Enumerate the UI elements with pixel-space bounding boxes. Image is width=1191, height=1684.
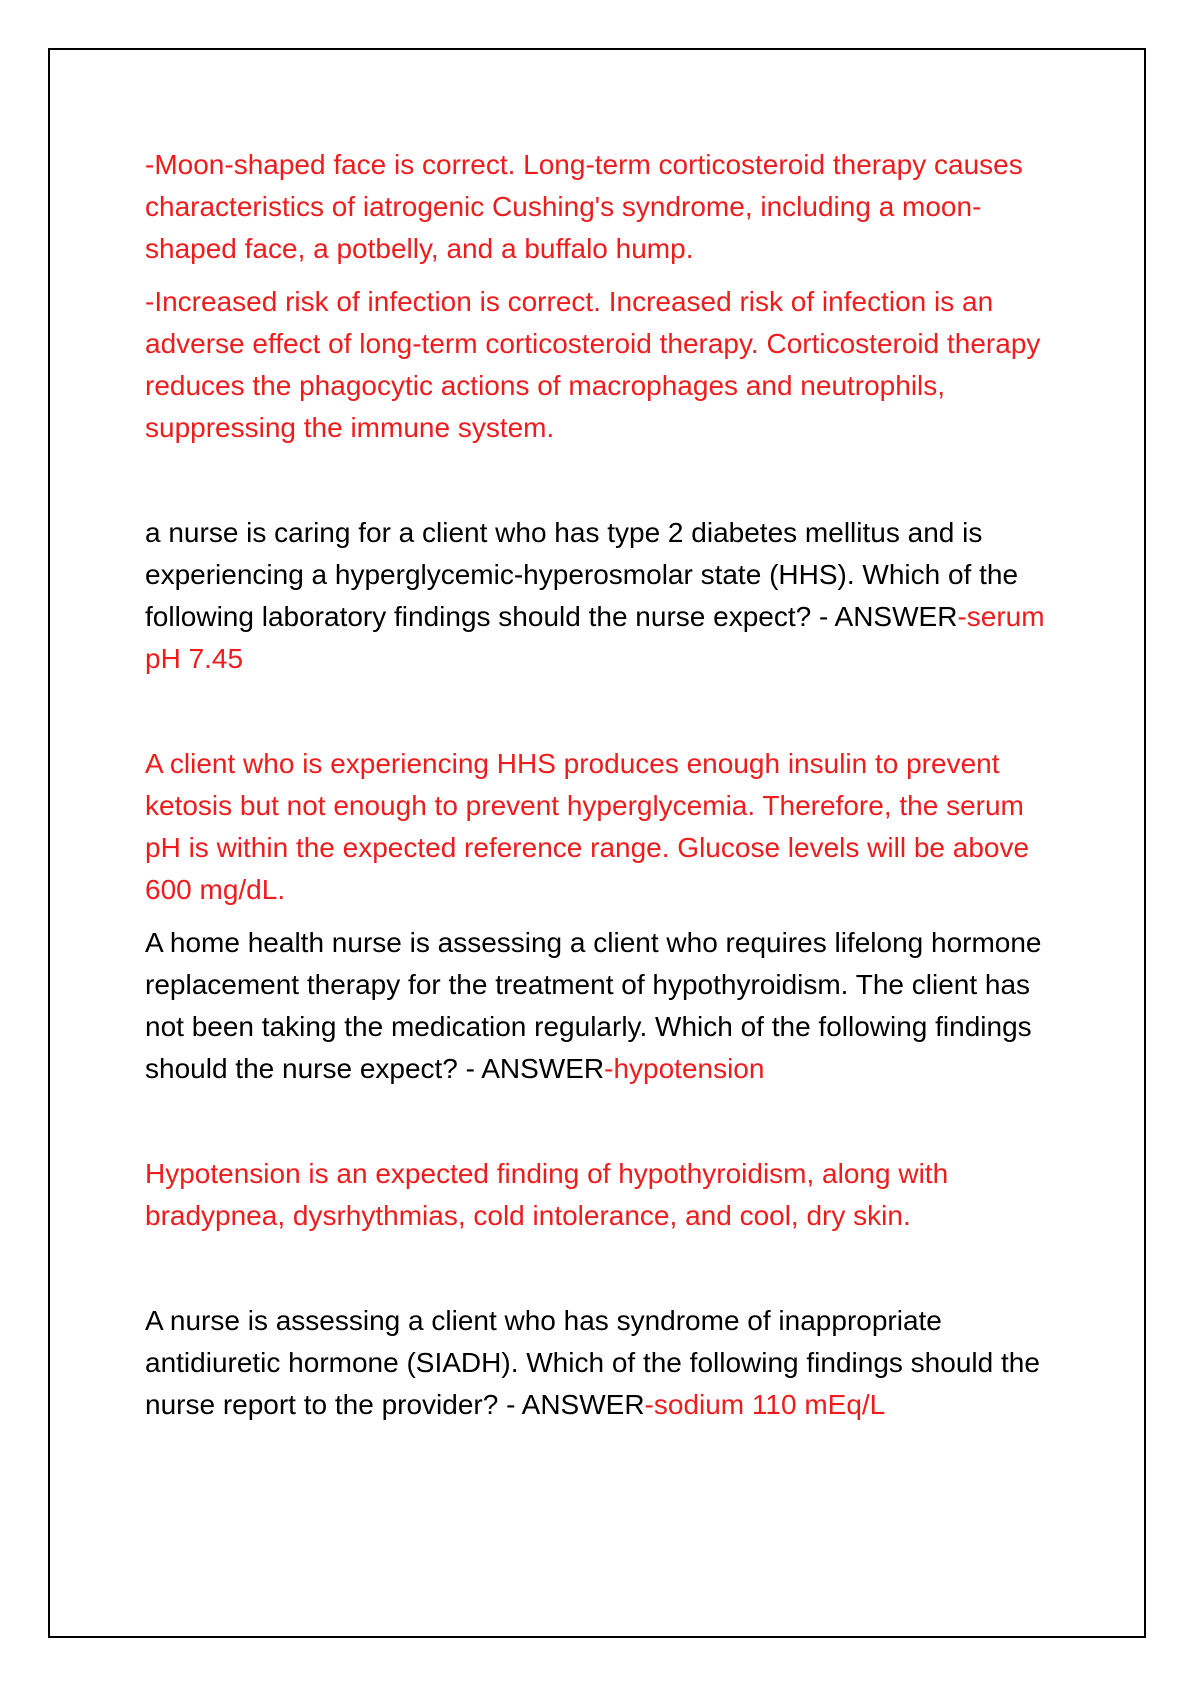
question-hhs [145,512,1065,680]
question-text: a nurse is caring for a client who has type 2 diabetes mellitus and is experiencing a hyperglycemic-hyperosmolar state (HHS). Which of the following laboratory findings should the nurse expect? - ANSWER [145,517,1019,632]
answer-text: -hypotension [604,1053,765,1084]
question-text: A nurse is assessing a client who has syndrome of inappropriate antidiuretic hormone (SIADH). Which of the following findings should the nurse report to the provider? - ANSWER [145,1305,1040,1420]
rationale-hypotension: Hypotension is an expected finding of hypothyroidism, along with bradypnea, dysrhythmias, cold intolerance, and cool, dry skin. [145,1158,949,1231]
answer-text: -sodium 110 mEq/L [644,1389,886,1420]
question-siadh [145,1300,1065,1426]
document-body [145,144,1065,1426]
rationale-infection-risk: -Increased risk of infection is correct. Increased risk of infection is an adverse effect of long-term corticosteroid therapy. Corticosteroid therapy reduces the phagocytic actions of macrophages and neutrophils, suppressing the immune system. [145,286,1041,443]
question-text: A home health nurse is assessing a client who requires lifelong hormone replacement therapy for the treatment of hypothyroidism. The client has not been taking the medication regularly. Which of the following findings should the nurse expect? - ANSWER [145,927,1042,1084]
answer-text: -serum pH 7.45 [145,601,1045,674]
question-hypothyroidism [145,922,1065,1090]
rationale-hhs: A client who is experiencing HHS produces enough insulin to prevent ketosis but not enough to prevent hyperglycemia. Therefore, the serum pH is within the expected reference range. Glucose levels will be above 600 mg/dL. [145,748,1030,905]
rationale-moon-face: -Moon-shaped face is correct. Long-term corticosteroid therapy causes characteristics of iatrogenic Cushing's syndrome, including a moon-shaped face, a potbelly, and a buffalo hump. [145,149,1023,264]
